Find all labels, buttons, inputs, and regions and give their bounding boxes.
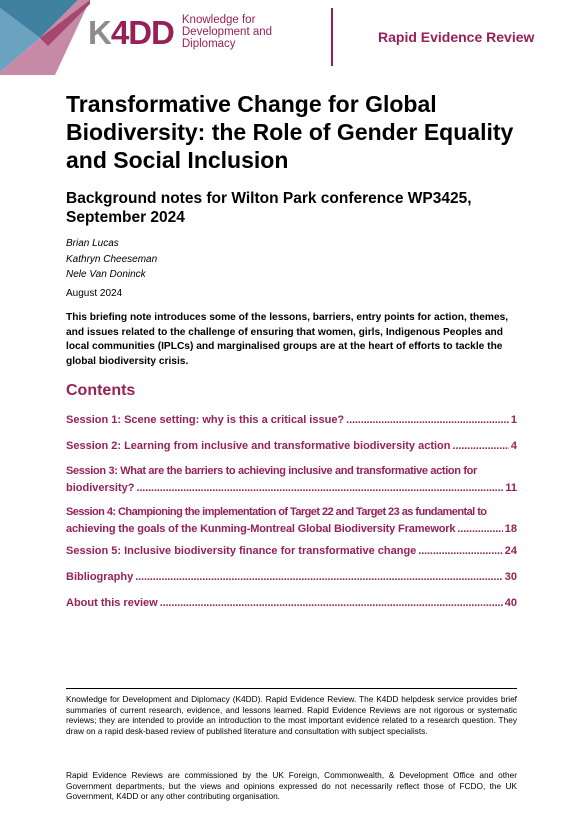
toc-label: biodiversity? [66, 481, 135, 494]
toc-leader [457, 521, 502, 538]
toc-leader [136, 480, 503, 497]
toc-page: 30 [504, 571, 517, 583]
toc-label: Session 1: Scene setting: why is this a critical issue? [66, 414, 345, 426]
k4dd-logo [88, 14, 272, 50]
toc-page: 24 [504, 545, 517, 557]
toc-label: Bibliography [66, 571, 134, 583]
toc-entry-bibliography[interactable] [66, 569, 517, 586]
toc-entry-session-3[interactable] [66, 463, 517, 496]
footer-paragraph: Knowledge for Development and Diplomacy (K4DD). Rapid Evidence Review. The K4DD helpdesk service provides brief summaries of current research, evidence, and lessons learned. Rapid Evidence Reviews are not rigorous or systematic reviews; they are intended to provide an introduction to the most important evidence related to a research question. They draw on a rapid desk-based review of published literature and consultation with subject specialists. [66, 694, 517, 736]
toc-leader [160, 595, 503, 612]
author-name: Nele Van Doninck [66, 269, 146, 280]
document-title: Transformative Change for Global Biodiversity: the Role of Gender Equality and Social Inclusion [66, 91, 514, 173]
toc-entry-session-1[interactable] [66, 412, 517, 429]
author-name: Kathryn Cheeseman [66, 253, 158, 265]
footer-paragraph: Rapid Evidence Reviews are commissioned by the UK Foreign, Commonwealth, & Development Office and other Government departments, but the views and opinions expressed do not necessarily reflect those of FCDO, the UK Government, K4DD or any other contributing organisation. [66, 770, 517, 802]
toc-leader [453, 438, 509, 455]
org-line: Diplomacy [181, 38, 236, 50]
org-name [182, 14, 272, 50]
toc-entry-session-4[interactable] [66, 504, 517, 537]
toc-leader [418, 543, 502, 560]
toc-leader [346, 412, 509, 429]
document-subtitle: Background notes for Wilton Park conference WP3425, September 2024 [66, 190, 472, 226]
toc-page: 18 [504, 522, 517, 535]
toc-page: 11 [505, 481, 517, 494]
toc-label-line: Session 3: What are the barriers to achieving inclusive and transformative action for [66, 465, 477, 477]
author-name: Brian Lucas [66, 238, 119, 249]
toc-page: 1 [510, 414, 517, 426]
toc-page: 4 [510, 440, 517, 452]
footer-divider [66, 688, 517, 689]
toc-label: About this review [66, 597, 158, 609]
toc-entry-about[interactable] [66, 595, 517, 612]
author-list [66, 236, 157, 283]
toc-page: 40 [504, 597, 517, 609]
org-line: Knowledge for [181, 14, 256, 26]
toc-label: achieving the goals of the Kunming-Montreal Global Biodiversity Framework [66, 522, 456, 535]
toc-label-line: Session 4: Championing the implementation of Target 22 and Target 23 as fundamental to [66, 506, 487, 518]
toc-label: Session 2: Learning from inclusive and transformative biodiversity action [66, 440, 451, 452]
corner-decoration [0, 0, 90, 75]
logo-mark: K4DD [88, 13, 174, 51]
series-label: Rapid Evidence Review [378, 29, 535, 45]
org-line: Development and [181, 26, 273, 38]
abstract: This briefing note introduces some of the lessons, barriers, entry points for action, themes, and issues related to the challenge of ensuring that women, girls, Indigenous Peoples and local communities (IPLCs) and marginalised groups are at the heart of efforts to tackle the global biodiversity crisis. [66, 312, 509, 367]
contents-heading: Contents [66, 382, 136, 399]
toc-entry-session-5[interactable] [66, 543, 517, 560]
publication-date: August 2024 [66, 288, 123, 299]
header-divider [331, 8, 333, 66]
toc-entry-session-2[interactable] [66, 438, 517, 455]
toc-label: Session 5: Inclusive biodiversity finance for transformative change [66, 545, 417, 557]
toc-leader [135, 569, 503, 586]
